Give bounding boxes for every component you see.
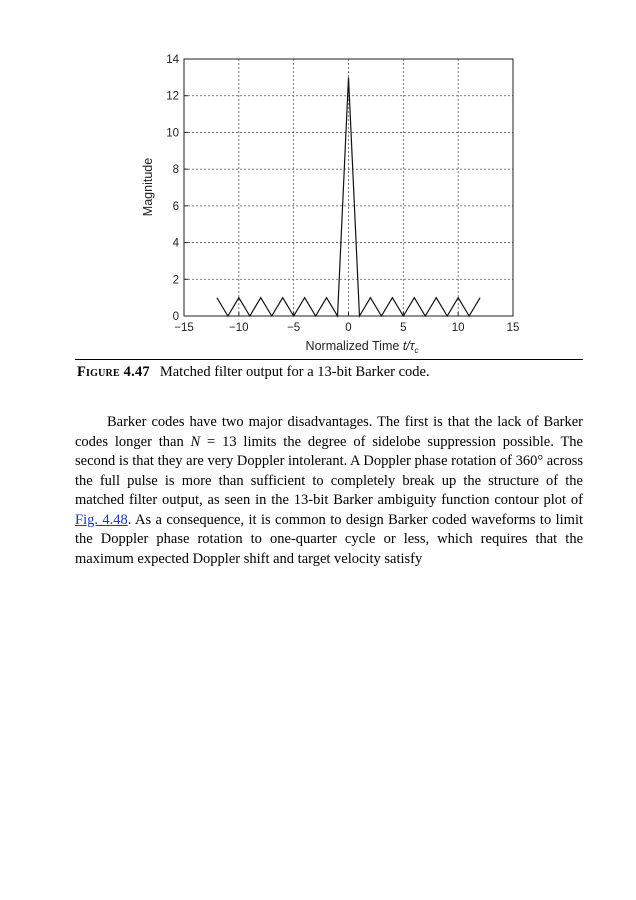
y-tick-labels bbox=[166, 54, 179, 323]
x-axis-label bbox=[306, 339, 419, 355]
x-tick-label: 0 bbox=[345, 322, 352, 334]
fig-4-48-link[interactable]: Fig. 4.48 bbox=[75, 511, 128, 528]
y-tick-label: 2 bbox=[172, 274, 179, 287]
x-tick-label: 15 bbox=[506, 322, 520, 334]
caption-text: Matched filter output for a 13-bit Barker code. bbox=[159, 364, 430, 380]
y-axis-label: Magnitude bbox=[141, 157, 155, 217]
matched-filter-chart bbox=[130, 44, 530, 362]
y-tick-label: 10 bbox=[166, 127, 179, 140]
x-tick-label: 10 bbox=[451, 322, 465, 334]
x-axis-label-main: Normalized Time bbox=[305, 339, 400, 353]
x-tick-label: −5 bbox=[287, 322, 301, 334]
y-tick-label: 12 bbox=[166, 90, 179, 103]
x-tick-label: −15 bbox=[174, 322, 194, 334]
caption-rule bbox=[75, 359, 583, 360]
paragraph-part-1: Barker codes have two major disadvantages. The first is that the lack of Barker codes longer than bbox=[75, 414, 583, 450]
y-tick-label: 4 bbox=[172, 237, 179, 250]
x-tick-label: 5 bbox=[400, 322, 407, 334]
grid bbox=[184, 59, 513, 316]
y-tick-label: 14 bbox=[166, 54, 179, 66]
y-tick-label: 0 bbox=[172, 311, 179, 323]
figure-caption bbox=[77, 363, 583, 381]
x-tick-labels bbox=[174, 322, 519, 334]
y-tick-label: 6 bbox=[172, 200, 179, 213]
y-tick-label: 8 bbox=[172, 164, 179, 177]
figure-label: Figure 4.47 bbox=[77, 364, 150, 380]
x-axis-label-var: t/τ bbox=[402, 339, 415, 353]
variable-n: N bbox=[190, 433, 201, 450]
paragraph-part-2: = 13 limits the degree of sidelobe suppression possible. The second is that they are very Doppler intolerant. A Doppler phase rotation of 360° across the full pulse is more than sufficient to completely break up the structure of the matched filter output, as seen in the 13-bit Barker ambiguity function contour plot of bbox=[75, 433, 583, 508]
x-axis-label-sub: c bbox=[414, 346, 419, 355]
paragraph-part-3: . As a consequence, it is common to design Barker coded waveforms to limit the Doppler phase rotation to one-quarter cycle or less, which requires that the maximum expected Doppler shift and target velocity satisfy bbox=[75, 511, 584, 567]
x-tick-label: −10 bbox=[229, 322, 249, 334]
body-paragraph bbox=[75, 413, 583, 569]
